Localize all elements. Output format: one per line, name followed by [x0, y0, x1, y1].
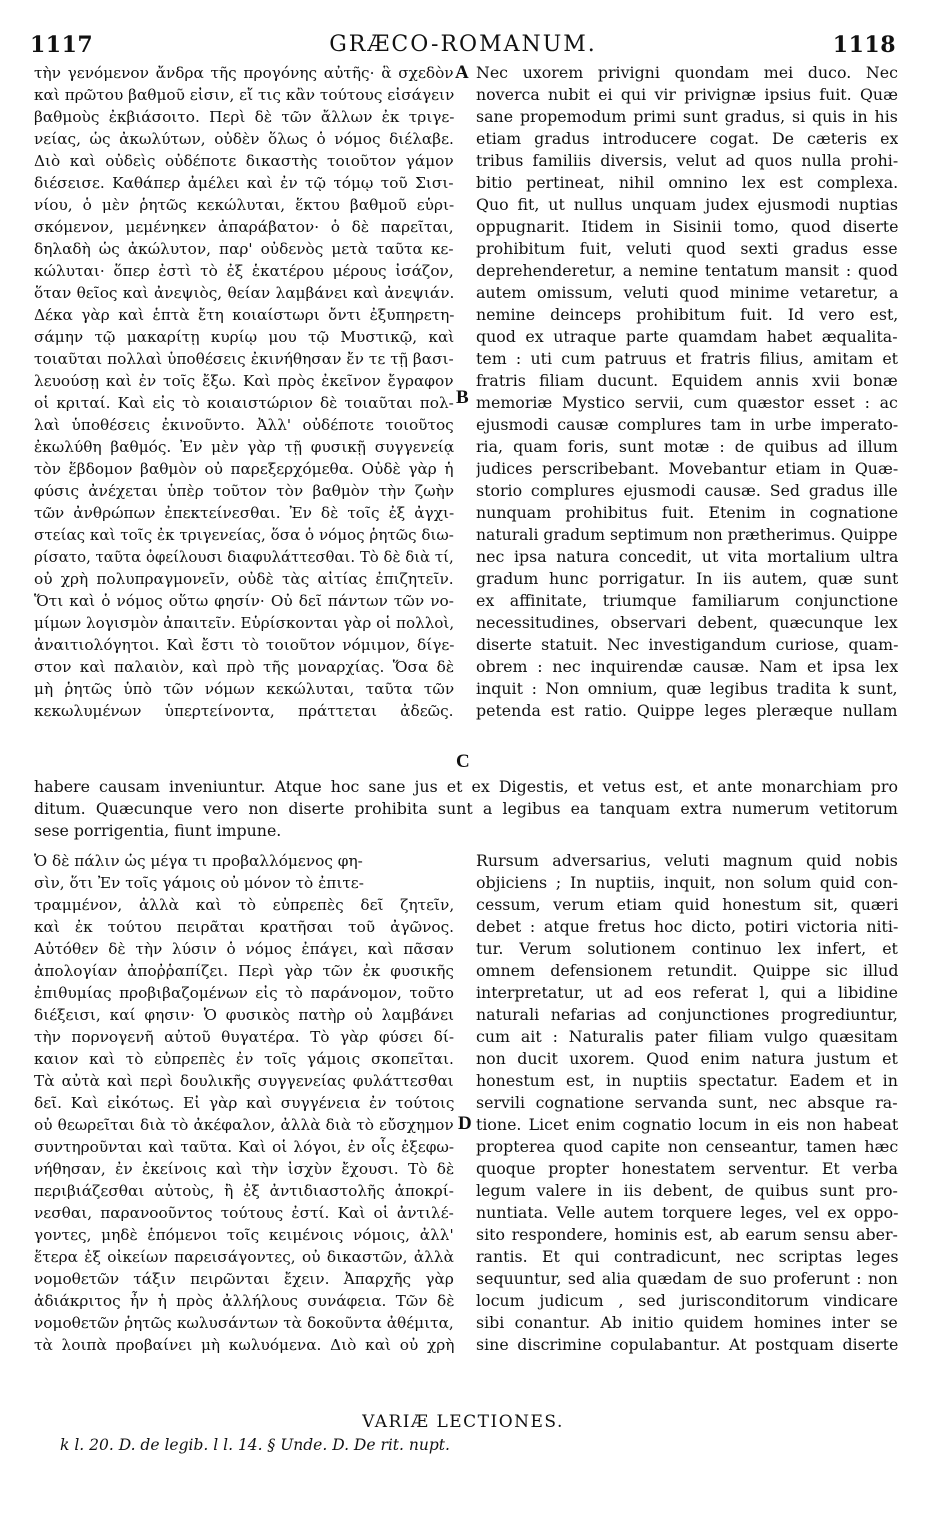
greek-text-line: νομοθετῶν τάξιν πειρῶνται ἔχειν. Ἀπαρχῆς γὰρ — [34, 1270, 454, 1288]
latin-text-line: legum valere in iis debent, de quibus sunt pro- — [476, 1181, 898, 1200]
greek-text-line: σάμην τῷ μακαρίτῃ κυρίῳ μου τῷ Μυστικῷ, καὶ — [34, 328, 454, 346]
margin-marker-b: B — [456, 387, 469, 408]
greek-text-line: Διὸ καὶ οὐδεὶς οὐδέποτε δικαστὴς τοιοῦτον γάμον — [34, 152, 454, 170]
greek-text-line: ἐπιθυμίας προβιβαζομένων εἰς τὸ παράνομον, τοῦτο — [34, 984, 454, 1002]
greek-text-line: ἀναιτιολόγητοι. Καὶ ἔστι τὸ τοιοῦτον νόμιμον, δίγε- — [34, 636, 454, 654]
greek-text-line: Δέκα γὰρ καὶ ἑπτὰ ἔτη κοιαίστωρι ὄντι ἐξυπηρετη- — [34, 306, 454, 324]
latin-text-line: quoque propter honestatem serventur. Et verba — [476, 1159, 898, 1178]
greek-text-line: μίμων λογισμὸν ἀπαιτεῖν. Εὑρίσκονται γὰρ οἱ πολλοὶ, — [34, 614, 454, 632]
latin-text-line: ria, quam foris, sunt motæ : de quibus ad illum — [476, 437, 898, 456]
greek-text-line: ὅταν θεῖος καὶ ἀνεψιὸς, θείαν λαμβάνει καὶ ἀνεψιάν. — [34, 284, 454, 302]
greek-text-line: δηλαδὴ ὡς ἀκώλυτον, παρ' οὐδενὸς μετὰ ταῦτα κε- — [34, 240, 454, 258]
greek-text-line: Ὁ δὲ πάλιν ὡς μέγα τι προβαλλόμενος φη- — [34, 852, 363, 870]
latin-text-line: noverca nubit ei qui vir privignæ ipsius fuit. Quæ — [476, 85, 898, 104]
greek-text-line: νίου, ὁ μὲν ῥητῶς κεκώλυται, ἕκτου βαθμοῦ εὑρι- — [34, 196, 454, 214]
greek-text-line: στον καὶ παλαιὸν, καὶ πρὸ τῆς μοναρχίας. Ὅσα δὲ — [34, 658, 454, 676]
greek-text-line: ἕτερα ἐξ οἰκείων παρεισάγοντες, οὐ δικαστῶν, ἀλλὰ — [34, 1248, 454, 1266]
greek-column-bottom — [34, 850, 454, 1356]
greek-text-line: οὐ χρὴ πολυπραγμονεῖν, οὐδὲ τὰς αἰτίας ἐπιζητεῖν. — [34, 570, 454, 588]
latin-text-line: nuntiata. Velle autem torquere leges, vel ex oppo- — [476, 1203, 898, 1222]
latin-text-line: tribus familiis diversis, velut ad quos nulla prohi- — [476, 151, 898, 170]
latin-text-line: fratris filiam ducunt. Equidem annis xvii bonæ — [476, 371, 898, 390]
latin-text-line: honestum est, in nuptiis spectatur. Eadem et in — [476, 1071, 898, 1090]
latin-text-line: diserte statuit. Nec investigandum curiose, quam- — [476, 635, 898, 654]
latin-text-line: sequuntur, sed alia quædam de suo proferunt : non — [476, 1269, 898, 1288]
latin-text-line: propterea quod capite non censeantur, tamen hæc — [476, 1137, 898, 1156]
latin-text-line: inquit : Non omnium, quæ legibus tradita k sunt, — [476, 679, 898, 698]
greek-text-line: τὰ λοιπὰ προβαίνει μὴ κωλυόμενα. Διὸ καὶ οὐ χρὴ — [34, 1336, 454, 1354]
latin-text-line: oppugnarit. Itidem in Sisinii tomo, quod diserte — [476, 217, 898, 236]
greek-text-line: οὐ θεωρεῖται διὰ τὸ ἀκέφαλον, ἀλλὰ διὰ τὸ εὔσχημον — [34, 1116, 454, 1134]
greek-text-line: διέξεισι, καί φησιν· Ὁ φυσικὸς πατὴρ οὐ λαμβάνει — [34, 1006, 454, 1024]
greek-text-line: κώλυται· ὅπερ ἐστὶ τὸ ἐξ ἑκατέρου μέρους ἰσάζον, — [34, 262, 454, 280]
greek-text-line: οἱ κριταί. Καὶ εἰς τὸ κοιαιστώριον δὲ τοιαῦται πολ- — [34, 394, 454, 412]
latin-text-line: bitio pertineat, nihil omnino lex est complexa. — [476, 173, 898, 192]
latin-text-line: deprehenderetur, a nemine tentatum mansit : quod — [476, 261, 898, 280]
latin-text-line: cum ait : Naturalis pater filiam vulgo quæsitam — [476, 1027, 898, 1046]
greek-text-line: καιον καὶ τὸ εὐπρεπὲς ἐν τοῖς γάμοις σκοπεῖται. — [34, 1050, 454, 1068]
latin-text-line: Nec uxorem privigni quondam mei duco. Nec — [476, 63, 898, 82]
greek-text-line: βαθμοὺς ἐκβιάσοιτο. Περὶ δὲ τῶν ἄλλων ἐκ τριγε- — [34, 108, 454, 126]
latin-text-line: autem omissum, veluti quod minime vetaretur, a — [476, 283, 898, 302]
latin-text-line: nec ipsa natura concedit, ut vita mortalium ultra — [476, 547, 898, 566]
variae-lectiones-heading: VARIÆ LECTIONES. — [362, 1412, 564, 1432]
greek-text-line: καὶ ἐκ τούτου πειρᾶται κρατῆσαι τοῦ ἀγῶνος. — [34, 918, 454, 936]
latin-text-line: sibi conantur. Ab initio quidem homines inter se — [476, 1313, 898, 1332]
greek-text-line: τὸν ἕβδομον βαθμὸν οὐ παρεξερχόμεθα. Οὐδὲ γὰρ ἡ — [34, 460, 454, 478]
latin-text-line: omnem defensionem retundit. Quippe sic illud — [476, 961, 898, 980]
greek-text-line: ἐκωλύθη βαθμός. Ἐν μὲν γὰρ τῇ φυσικῇ συγγενείᾳ — [34, 438, 454, 456]
latin-text-line: ex affinitate, triumque familiarum conjunctione — [476, 591, 898, 610]
footnote-line: k l. 20. D. de legib. l l. 14. § Unde. D. De rit. nupt. — [60, 1436, 450, 1454]
greek-text-line: διέσεισε. Καθάπερ ἀμέλει καὶ ἐν τῷ τόμῳ τοῦ Σισι- — [34, 174, 454, 192]
latin-text-line: nemine deinceps prohibitum fuit. Id vero est, — [476, 305, 898, 324]
greek-text-line: τὴν πορνογενῆ αὐτοῦ θυγατέρα. Τὸ γὰρ φύσει δί- — [34, 1028, 454, 1046]
greek-text-line: ἀπολογίαν ἀποῤῥαπίζει. Περὶ γὰρ τῶν ἐκ φυσικῆς — [34, 962, 454, 980]
latin-text-line: sane propemodum primi sunt gradus, si quis in his — [476, 107, 898, 126]
latin-column-top — [476, 62, 898, 722]
greek-text-line: Τὰ αὐτὰ καὶ περὶ δουλικῆς συγγενείας φυλάττεσθαι — [34, 1072, 454, 1090]
greek-text-line: Ὅτι καὶ ὁ νόμος οὕτω φησίν· Οὐ δεῖ πάντων τῶν νο- — [34, 592, 454, 610]
latin-text-line: sito respondere, hominis est, ab earum sensu aber- — [476, 1225, 898, 1244]
latin-text-line: rantis. Et qui contradicunt, nec scriptas leges — [476, 1247, 898, 1266]
latin-text-line: etiam gradus introducere cogat. De cæteris ex — [476, 129, 898, 148]
latin-text-line: tur. Verum solutionem continuo lex infert, et — [476, 939, 898, 958]
latin-text-line: naturali gradum septimum non prætherimus. Quippe — [476, 525, 898, 544]
latin-text-line: servili cognatione servanda sunt, nec absque ra- — [476, 1093, 898, 1112]
greek-text-line: νήθησαν, ἐν ἐκείνοις καὶ τὴν ἰσχὺν ἔχουσι. Τὸ δὲ — [34, 1160, 454, 1178]
page-number-left: 1117 — [30, 32, 94, 58]
latin-text-line: sese porrigentia, fiunt impune. — [34, 821, 282, 840]
latin-text-line: tione. Licet enim cognatio locum in eis non habeat — [476, 1115, 898, 1134]
margin-marker-d: D — [458, 1113, 472, 1134]
greek-text-line: τοιαῦται πολλαὶ ὑποθέσεις ἐκινήθησαν ἔν τε τῇ βασι- — [34, 350, 454, 368]
page-header — [30, 32, 896, 60]
latin-full-width-text — [34, 776, 898, 842]
latin-text-line: locum judicum , sed jurisconditorum vindicare — [476, 1291, 898, 1310]
latin-text-line: ditum. Quæcunque vero non diserte prohibita sunt a legibus ea tanquam extra numerum vetitorum — [34, 799, 898, 818]
greek-text-line: κεκωλυμένων ὑπερτείνοντα, πράττεται ἀδεῶς. — [34, 702, 454, 720]
latin-text-line: obrem : nec inquirendæ causæ. Nam et ipsa lex — [476, 657, 898, 676]
greek-text-line: τῶν ἀνθρώπων ἐπεκτείνεσθαι. Ἐν δὲ τοῖς ἐξ ἀγχι- — [34, 504, 454, 522]
greek-text-line: συντηροῦνται καὶ ταῦτα. Καὶ οἱ λόγοι, ἐν οἷς ἐξεφω- — [34, 1138, 454, 1156]
latin-text-line: objiciens ; In nuptiis, inquit, non solum quid con- — [476, 873, 898, 892]
margin-marker-a: A — [455, 62, 469, 83]
latin-text-line: storio complures ejusmodi causæ. Sed gradus ille — [476, 481, 898, 500]
greek-text-line: Αὐτόθεν δὲ τὴν λύσιν ὁ νόμος ἐπάγει, καὶ πᾶσαν — [34, 940, 454, 958]
latin-text-line: Rursum adversarius, veluti magnum quid nobis — [476, 851, 898, 870]
latin-text-line: prohibitum fuit, veluti quod sexti gradus esse — [476, 239, 898, 258]
greek-text-line: μὴ ῥητῶς ὑπὸ τῶν νόμων κεκώλυται, ταῦτα τῶν — [34, 680, 454, 698]
latin-column-bottom — [476, 850, 898, 1356]
latin-text-line: interpretatur, ut ad eos referat l, qui a libidine — [476, 983, 898, 1002]
greek-column-top — [34, 62, 454, 722]
greek-text-line: τὴν γενόμενον ἄνδρα τῆς προγόνης αὐτῆς· ἃ σχεδὸν — [34, 64, 454, 82]
greek-text-line: λαὶ ὑποθέσεις ἐκινοῦντο. Ἀλλ' οὐδέποτε τοιοῦτος — [34, 416, 454, 434]
margin-marker-c: C — [456, 751, 470, 772]
latin-text-line: judices perscribebant. Movebantur etiam in Quæ- — [476, 459, 898, 478]
greek-text-line: σὶν, ὅτι Ἐν τοῖς γάμοις οὐ μόνον τὸ ἐπιτε- — [34, 874, 364, 892]
greek-text-line: λευούσῃ καὶ ἐν τοῖς ἔξω. Καὶ πρὸς ἐκεῖνον ἔγραφον — [34, 372, 454, 390]
latin-text-line: necessitudines, observari debent, quæcunque lex — [476, 613, 898, 632]
latin-text-line: tem : uti cum patruus et fratris filius, amitam et — [476, 349, 898, 368]
greek-text-line: δεῖ. Καὶ εἰκότως. Εἰ γὰρ καὶ συγγένεια ἐν τούτοις — [34, 1094, 454, 1112]
greek-text-line: σκόμενον, μεμένηκεν ἀπαράβατον· ὁ δὲ παρεῖται, — [34, 218, 454, 236]
page-number-right: 1118 — [832, 32, 896, 58]
latin-text-line: sine discrimine copulabantur. At postquam diserte — [476, 1335, 898, 1354]
greek-text-line: καὶ πρῶτου βαθμοῦ εἰσιν, εἴ τις κἂν τούτους εἰσάγειν — [34, 86, 454, 104]
latin-text-line: non ducit uxorem. Quod enim natura justum et — [476, 1049, 898, 1068]
latin-text-line: ejusmodi causæ complures tam in urbe imperato- — [476, 415, 898, 434]
greek-text-line: γοντες, μηδὲ ἑπόμενοι τοῖς κειμένοις νόμοις, ἀλλ' — [34, 1226, 454, 1244]
greek-text-line: περιβιάζεσθαι αὐτοὺς, ἢ ἐξ ἀντιδιαστολῆς ἀποκρί- — [34, 1182, 454, 1200]
greek-text-line: νεσθαι, παρανοοῦντος τούτους ἐστί. Καὶ οἱ ἀντιλέ- — [34, 1204, 454, 1222]
latin-text-line: quod ex utraque parte quamdam habet æqualita- — [476, 327, 898, 346]
latin-text-line: Quo fit, ut nullus unquam judex ejusmodi nuptias — [476, 195, 898, 214]
greek-text-line: νομοθετῶν ῥητῶς κωλυσάντων τὰ δοκοῦντα ἀθέμιτα, — [34, 1314, 454, 1332]
latin-text-line: habere causam inveniuntur. Atque hoc sane jus et ex Digestis, et vetus est, et ante monarchiam pro — [34, 777, 898, 796]
greek-text-line: ἀδιάκριτος ἦν ἡ πρὸς ἀλλήλους συνάφεια. Τῶν δὲ — [34, 1292, 454, 1310]
greek-text-line: νείας, ὡς ἀκωλύτων, οὐδὲν ὅλως ὁ νόμος διέλαβε. — [34, 130, 454, 148]
latin-text-line: nunquam prohibitus fuit. Etenim in cognatione — [476, 503, 898, 522]
latin-text-line: naturali nefarias ad conjunctiones progrediuntur, — [476, 1005, 898, 1024]
greek-text-line: τραμμένον, ἀλλὰ καὶ τὸ εὐπρεπὲς δεῖ ζητεῖν, — [34, 896, 454, 914]
latin-text-line: cessum, verum etiam quid honestum sit, quæri — [476, 895, 898, 914]
latin-text-line: gradum hunc porrigatur. In iis autem, quæ sunt — [476, 569, 898, 588]
running-title: GRÆCO-ROMANUM. — [329, 32, 597, 57]
greek-text-line: φύσις ἀνέχεται ὑπὲρ τοῦτον τὸν βαθμὸν τὴν ζωὴν — [34, 482, 454, 500]
latin-text-line: debet : atque fretus hoc dicto, potiri victoria niti- — [476, 917, 898, 936]
latin-text-line: memoriæ Mystico servii, cum quæstor esset : ac — [476, 393, 898, 412]
greek-text-line: ρίσατο, ταῦτα ὀφείλουσι διαφυλάττεσθαι. Τὸ δὲ διὰ τί, — [34, 548, 454, 566]
latin-text-line: petenda est ratio. Quippe leges pleræque nullam — [476, 701, 898, 720]
greek-text-line: στείας καὶ τοῖς ἐκ τριγενείας, ὅσα ὁ νόμος ῥητῶς διω- — [34, 526, 454, 544]
